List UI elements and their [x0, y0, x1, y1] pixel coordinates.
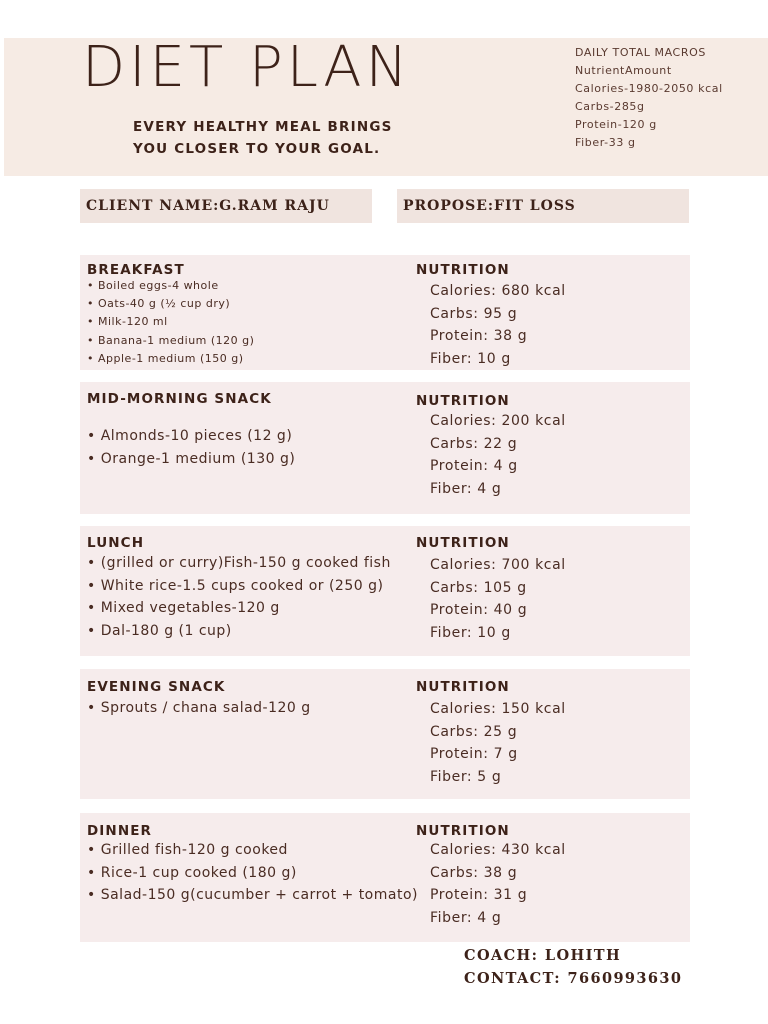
protein-value: Protein: 40 g	[430, 602, 528, 619]
daily-macros-protein: Protein-120 g	[575, 118, 657, 131]
coach-name: COACH: LOHITH	[464, 947, 622, 964]
protein-value: Protein: 31 g	[430, 887, 528, 904]
meal-items	[87, 425, 295, 470]
meal-card-lunch	[80, 526, 690, 656]
tagline-line-2: YOU CLOSER TO YOUR GOAL.	[133, 141, 381, 157]
meal-title: DINNER	[87, 823, 153, 839]
carbs-value: Carbs: 25 g	[430, 723, 518, 740]
daily-macros-column-header: NutrientAmount	[575, 64, 672, 77]
purpose-box	[397, 189, 689, 223]
tagline	[133, 116, 393, 160]
list-item: • Banana-1 medium (120 g)	[87, 332, 254, 350]
purpose-label: PROPOSE:FIT LOSS	[403, 198, 576, 214]
tagline-line-1: EVERY HEALTHY MEAL BRINGS	[133, 119, 393, 135]
carbs-value: Carbs: 105 g	[430, 579, 527, 596]
list-item: • Salad-150 g(cucumber + carrot + tomato)	[87, 884, 418, 907]
nutrition-values	[430, 280, 566, 370]
meal-items	[87, 839, 418, 907]
carbs-value: Carbs: 22 g	[430, 435, 518, 452]
protein-value: Protein: 7 g	[430, 746, 518, 763]
client-name-box	[80, 189, 372, 223]
nutrition-values	[430, 698, 566, 788]
daily-macros-fiber: Fiber-33 g	[575, 136, 636, 149]
carbs-value: Carbs: 38 g	[430, 864, 518, 881]
list-item: • Milk-120 ml	[87, 313, 254, 331]
protein-value: Protein: 38 g	[430, 328, 528, 345]
fiber-value: Fiber: 4 g	[430, 480, 502, 497]
nutrition-title: NUTRITION	[416, 679, 510, 695]
daily-macros-panel	[575, 44, 723, 152]
meal-items	[87, 552, 391, 642]
list-item: • Almonds-10 pieces (12 g)	[87, 425, 295, 448]
list-item: • Grilled fish-120 g cooked	[87, 839, 418, 862]
list-item: • White rice-1.5 cups cooked or (250 g)	[87, 575, 391, 598]
list-item: • Sprouts / chana salad-120 g	[87, 697, 311, 720]
list-item: • Orange-1 medium (130 g)	[87, 448, 295, 471]
nutrition-values	[430, 839, 566, 929]
client-name-label: CLIENT NAME:G.RAM RAJU	[86, 198, 330, 214]
list-item: • Mixed vegetables-120 g	[87, 597, 391, 620]
list-item: • (grilled or curry)Fish-150 g cooked fish	[87, 552, 391, 575]
fiber-value: Fiber: 4 g	[430, 909, 502, 926]
list-item: • Boiled eggs-4 whole	[87, 277, 254, 295]
meal-card-mid-morning-snack	[80, 382, 690, 514]
calories-value: Calories: 200 kcal	[430, 413, 566, 429]
contact-number: CONTACT: 7660993630	[464, 970, 683, 987]
fiber-value: Fiber: 10 g	[430, 350, 511, 367]
meal-items	[87, 697, 311, 720]
protein-value: Protein: 4 g	[430, 458, 518, 475]
calories-value: Calories: 680 kcal	[430, 283, 566, 299]
nutrition-title: NUTRITION	[416, 535, 510, 551]
carbs-value: Carbs: 95 g	[430, 305, 518, 322]
coach-contact-block	[464, 944, 682, 990]
daily-macros-heading: DAILY TOTAL MACROS	[575, 46, 706, 59]
calories-value: Calories: 700 kcal	[430, 557, 566, 573]
nutrition-values	[430, 410, 566, 500]
calories-value: Calories: 150 kcal	[430, 701, 566, 717]
nutrition-title: NUTRITION	[416, 262, 510, 278]
meal-card-breakfast	[80, 255, 690, 370]
daily-macros-calories: Calories-1980-2050 kcal	[575, 82, 723, 95]
nutrition-title: NUTRITION	[416, 393, 510, 409]
list-item: • Oats-40 g (½ cup dry)	[87, 295, 254, 313]
fiber-value: Fiber: 10 g	[430, 624, 511, 641]
list-item: • Rice-1 cup cooked (180 g)	[87, 862, 418, 885]
nutrition-title: NUTRITION	[416, 823, 510, 839]
list-item: • Dal-180 g (1 cup)	[87, 620, 391, 643]
nutrition-values	[430, 554, 566, 644]
meal-title: EVENING SNACK	[87, 679, 226, 695]
meal-title: MID-MORNING SNACK	[87, 391, 272, 407]
list-item: • Apple-1 medium (150 g)	[87, 350, 254, 368]
meal-card-dinner	[80, 813, 690, 942]
meal-card-evening-snack	[80, 669, 690, 799]
fiber-value: Fiber: 5 g	[430, 768, 502, 785]
meal-items	[87, 277, 254, 368]
calories-value: Calories: 430 kcal	[430, 842, 566, 858]
daily-macros-carbs: Carbs-285g	[575, 100, 645, 113]
meal-title: LUNCH	[87, 535, 145, 551]
meal-title: BREAKFAST	[87, 262, 185, 278]
page-title: DIET PLAN	[82, 35, 412, 100]
